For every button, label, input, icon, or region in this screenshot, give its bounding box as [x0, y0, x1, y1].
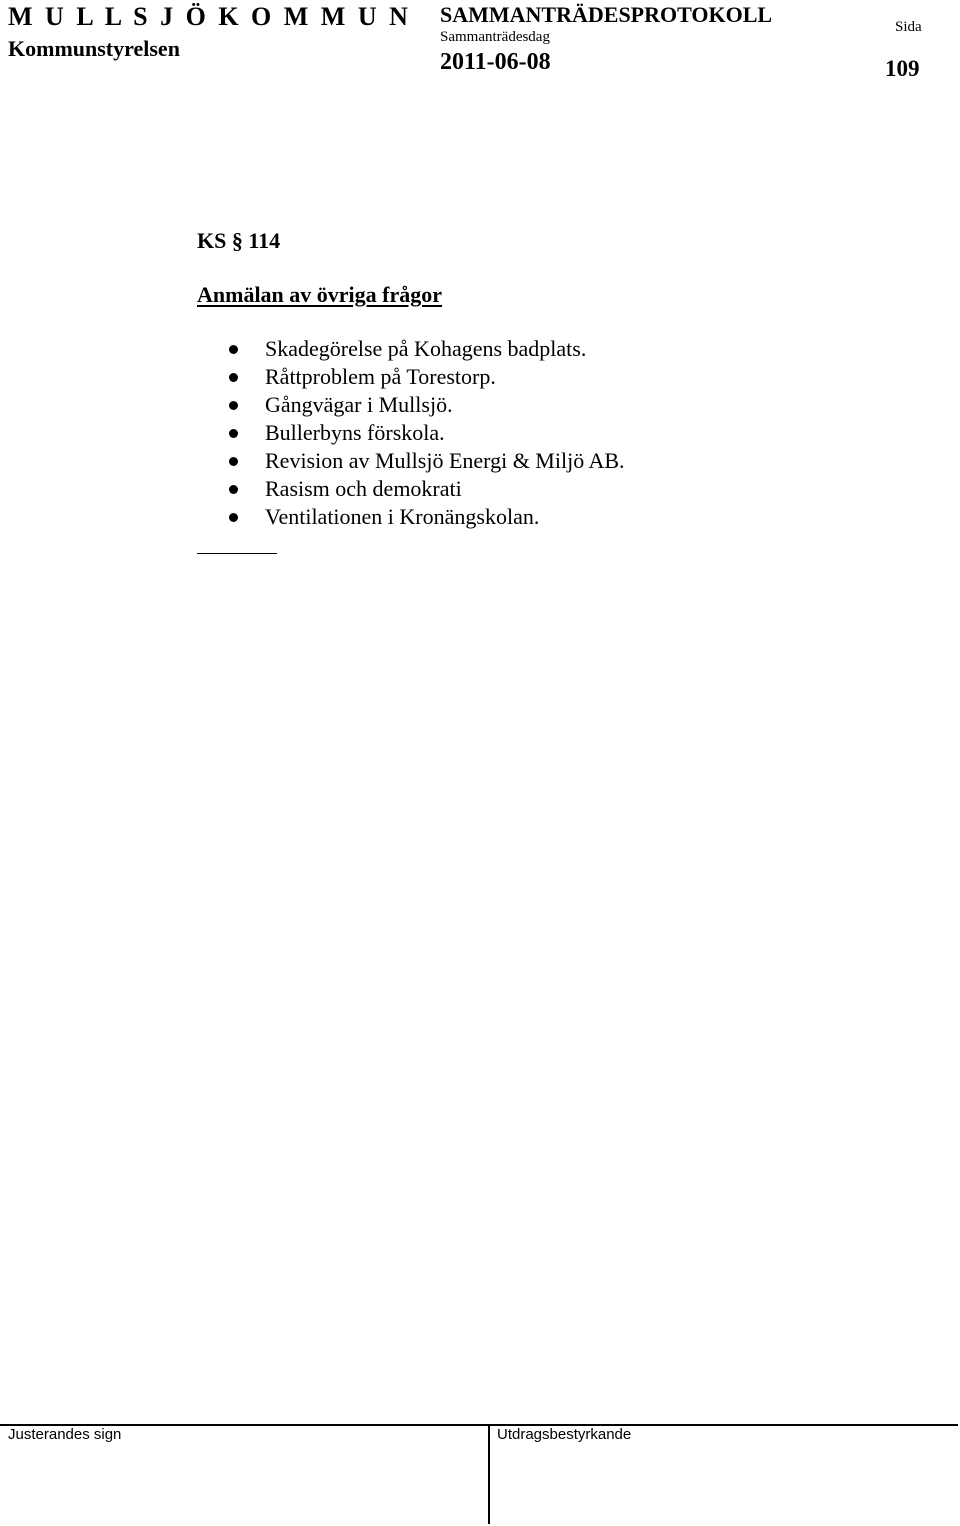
list-item — [229, 391, 625, 419]
bullet-icon — [229, 401, 238, 410]
adjuster-signature-label: Justerandes sign — [8, 1426, 122, 1443]
municipality-name: M U L L S J Ö K O M M U N — [8, 2, 411, 31]
list-item-text: Ventilationen i Kronängskolan. — [265, 504, 540, 529]
question-list — [229, 335, 625, 531]
list-item — [229, 503, 625, 531]
list-item — [229, 335, 625, 363]
list-item-text: Gångvägar i Mullsjö. — [265, 392, 453, 417]
list-item-text: Rasism och demokrati — [265, 476, 462, 501]
bullet-icon — [229, 513, 238, 522]
page-label: Sida — [895, 19, 922, 35]
list-item — [229, 363, 625, 391]
list-item — [229, 419, 625, 447]
list-item-text: Råttproblem på Torestorp. — [265, 364, 496, 389]
footer-divider — [488, 1424, 490, 1524]
document-type: SAMMANTRÄDESPROTOKOLL — [440, 2, 773, 27]
page-number: 109 — [885, 56, 920, 81]
meeting-date-label: Sammanträdesdag — [440, 29, 550, 45]
list-item — [229, 447, 625, 475]
list-item-text: Bullerbyns förskola. — [265, 420, 445, 445]
extract-certification-label: Utdragsbestyrkande — [497, 1426, 632, 1443]
list-item — [229, 475, 625, 503]
section-end-rule — [197, 553, 277, 554]
bullet-icon — [229, 373, 238, 382]
footer-rule — [0, 1424, 958, 1426]
board-name: Kommunstyrelsen — [8, 36, 180, 61]
bullet-icon — [229, 429, 238, 438]
list-item-text: Revision av Mullsjö Energi & Miljö AB. — [265, 448, 625, 473]
list-item-text: Skadegörelse på Kohagens badplats. — [265, 336, 587, 361]
bullet-icon — [229, 485, 238, 494]
section-title: Anmälan av övriga frågor — [197, 282, 443, 307]
bullet-icon — [229, 345, 238, 354]
meeting-date: 2011-06-08 — [440, 49, 551, 75]
bullet-icon — [229, 457, 238, 466]
section-id: KS § 114 — [197, 228, 281, 253]
